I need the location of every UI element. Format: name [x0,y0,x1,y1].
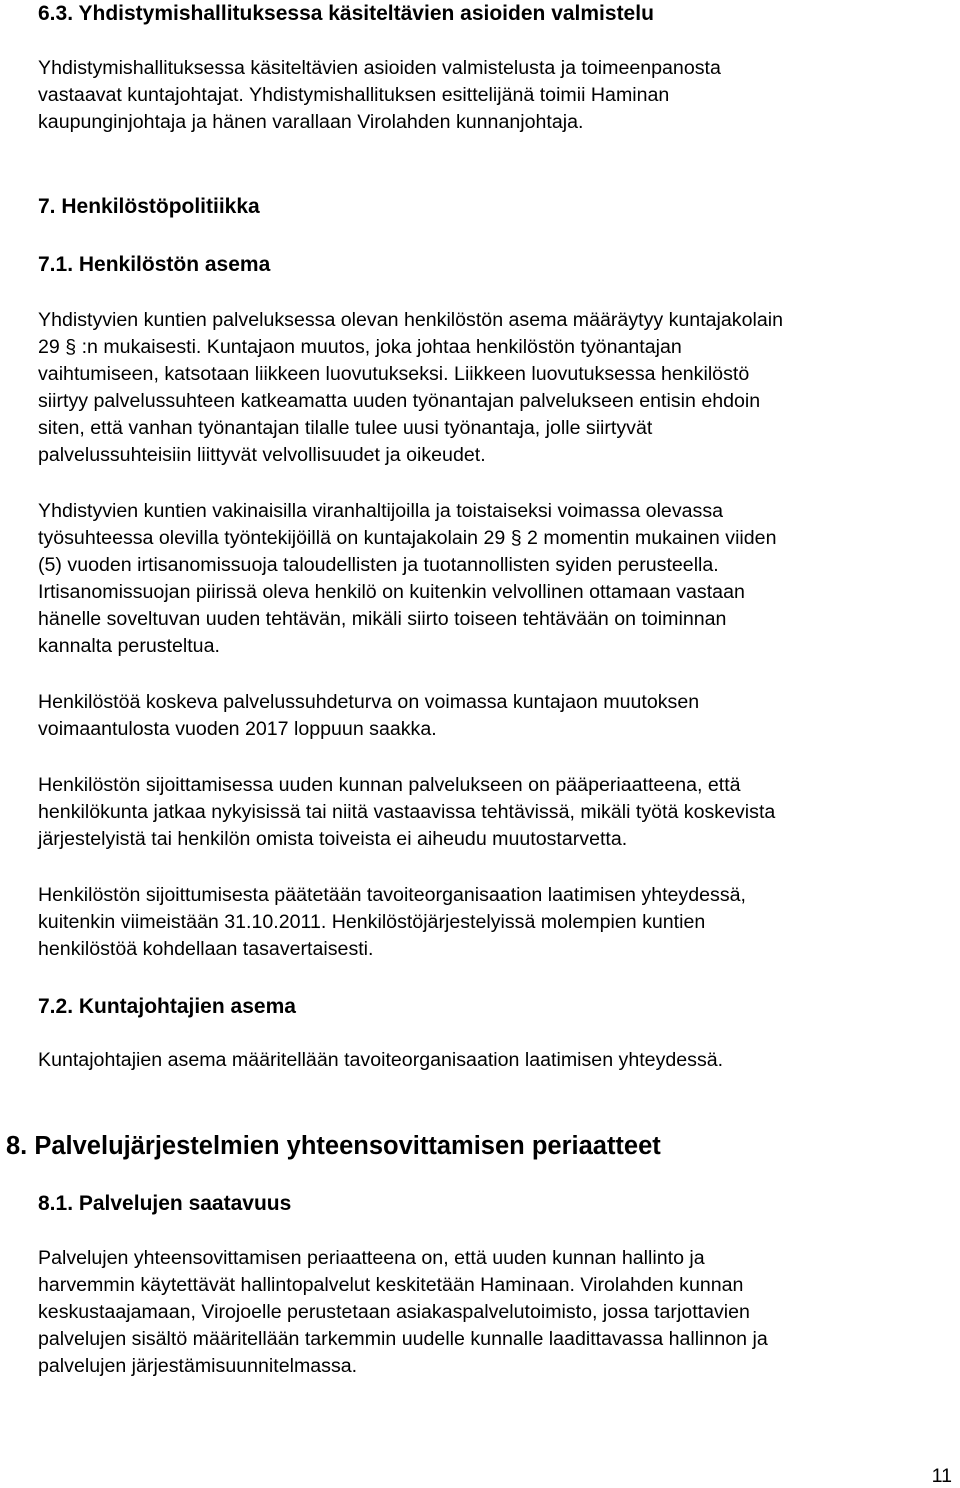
heading-7-2: 7.2. Kuntajohtajien asema [38,995,296,1018]
heading-6-3: 6.3. Yhdistymishallituksessa käsiteltävien asioiden valmistelu [38,2,654,25]
page-number: 11 [931,1465,952,1487]
paragraph-6-3-1: Yhdistymishallituksessa käsiteltävien asioiden valmistelusta ja toimeenpanosta vastaavat kuntajohtajat. Yhdistymishallituksen esittelijänä toimii Haminan kaupunginjohtaja ja hänen varallaan Virolahden kunnanjohtaja. [38,57,721,133]
paragraph-7-1-3: Henkilöstöä koskeva palvelussuhdeturva on voimassa kuntajaon muutoksen voimaantulosta vuoden 2017 loppuun saakka. [38,691,700,740]
heading-8-1: 8.1. Palvelujen saatavuus [38,1192,292,1215]
heading-7: 7. Henkilöstöpolitiikka [38,195,260,218]
heading-8: 8. Palvelujärjestelmien yhteensovittamisen periaatteet [6,1132,661,1160]
paragraph-7-1-2: Yhdistyvien kuntien vakinaisilla viranhaltijoilla ja toistaiseksi voimassa olevassa työsuhteessa olevilla työntekijöillä on kuntajakolain 29 § 2 momentin mukainen viiden (5) vuoden irtisanomissuoja taloudellisten ja tuotannollisten syiden perusteella. Irtisanomissuojan piirissä oleva henkilö on kuitenkin velvollinen ottamaan vastaan hänelle soveltuvan uuden tehtävän, mikäli siirto toiseen tehtävään on toiminnan kannalta perusteltua. [38,500,777,657]
heading-7-1: 7.1. Henkilöstön asema [38,253,271,276]
paragraph-7-2-1: Kuntajohtajien asema määritellään tavoiteorganisaation laatimisen yhteydessä. [38,1049,724,1071]
paragraph-7-1-1: Yhdistyvien kuntien palveluksessa olevan henkilöstön asema määräytyy kuntajakolain 29 § :n mukaisesti. Kuntajaon muutos, joka johtaa henkilöstön työnantajan vaihtumiseen, katsotaan liikkeen luovutukseksi. Liikkeen luovutuksessa henkilöstö siirtyy palvelussuhteen katkeamatta uuden työnantajan palvelukseen entisin ehdoin siten, että vanhan työnantajan tilalle tulee uusi työnantaja, jolle siirtyvät palvelussuhteisiin liittyvät velvollisuudet ja oikeudet. [38,309,783,466]
paragraph-7-1-4: Henkilöstön sijoittamisessa uuden kunnan palvelukseen on pääperiaatteena, että henkilökunta jatkaa nykyisissä tai niitä vastaavissa tehtävissä, mikäli työtä koskevista järjestelyistä tai henkilön omista toiveista ei aiheudu muutostarvetta. [38,774,776,850]
paragraph-7-1-5: Henkilöstön sijoittumisesta päätetään tavoiteorganisaation laatimisen yhteydessä, kuitenkin viimeistään 31.10.2011. Henkilöstöjärjestelyissä molempien kuntien henkilöstöä kohdellaan tasavertaisesti. [38,884,746,960]
paragraph-8-1-1: Palvelujen yhteensovittamisen periaatteena on, että uuden kunnan hallinto ja harvemmin käytettävät hallintopalvelut keskitetään Haminaan. Virolahden kunnan keskustaajamaan, Virojoelle perustetaan asiakaspalvelutoimisto, jossa tarjottavien palvelujen sisältö määritellään tarkemmin uudelle kunnalle laadittavassa hallinnon ja palvelujen järjestämisuunnitelmassa. [38,1247,768,1377]
